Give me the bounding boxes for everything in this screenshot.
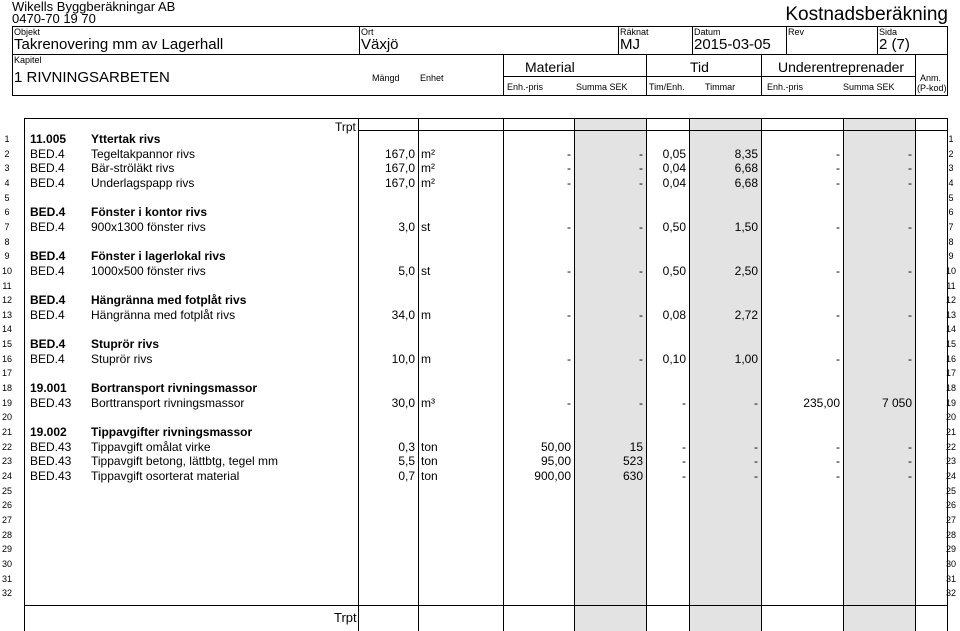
material-sum: 523 (622, 454, 643, 469)
col-mangd: Mängd (372, 73, 400, 83)
material-unit-price: 50,00 (540, 439, 571, 454)
row-number-left: 24 (1, 470, 12, 481)
material-sum: - (639, 395, 643, 410)
hours-total: 8,35 (734, 146, 758, 161)
item-description: Bortransport rivningsmassor (91, 381, 258, 396)
subcontract-sum: - (908, 307, 912, 322)
item-quantity: 0,7 (398, 468, 415, 483)
item-code: BED.4 (30, 205, 66, 220)
subcontract-sum: - (908, 161, 912, 176)
item-code: BED.4 (30, 161, 65, 176)
item-unit: m² (421, 175, 435, 190)
row-number-left: 5 (4, 192, 10, 203)
hours-per-unit: - (682, 395, 686, 410)
material-sum: - (639, 307, 643, 322)
item-code: BED.43 (30, 468, 72, 483)
item-code: BED.4 (30, 146, 65, 161)
row-number-left: 12 (1, 295, 12, 306)
col-mat-enhpris: Enh.-pris (507, 82, 544, 92)
item-code: 11.005 (30, 132, 67, 146)
hours-per-unit: 0,50 (662, 263, 686, 278)
value-kapitel: 1 RIVNINGSARBETEN (14, 69, 170, 86)
value-raknat: MJ (620, 36, 640, 53)
row-number-right: 1 (948, 134, 954, 144)
row-number-right: 2 (948, 148, 954, 159)
document-title: Kostnadsberäkning (785, 4, 948, 25)
row-number-right: 24 (945, 470, 956, 481)
material-unit-price: - (567, 351, 571, 366)
row-number-right: 30 (945, 558, 956, 569)
subcontract-unit-price: - (836, 468, 840, 483)
hours-total: - (754, 454, 758, 469)
value-objekt: Takrenovering mm av Lagerhall (14, 36, 224, 53)
column-line (503, 118, 504, 631)
row-number-left: 7 (4, 221, 10, 232)
row-number-right: 20 (945, 412, 956, 423)
row-number-right: 17 (945, 368, 956, 379)
hours-per-unit: 0,05 (662, 146, 686, 161)
subcontract-unit-price: - (836, 219, 840, 234)
column-line (915, 118, 916, 631)
subcontract-unit-price: - (836, 307, 840, 322)
row-number-left: 10 (1, 265, 12, 276)
row-number-right: 15 (945, 339, 956, 350)
column-line (574, 118, 575, 631)
material-sum: - (639, 219, 643, 234)
item-description: Bär-ströläkt rivs (91, 161, 175, 176)
col-pkod: (P-kod) (917, 83, 947, 93)
material-unit-price: - (567, 395, 571, 410)
row-number-right: 10 (945, 265, 956, 276)
item-description: Tippavgift osorterat material (91, 468, 240, 483)
col-underentreprenader: Underentreprenader (778, 59, 905, 75)
subcontract-unit-price: - (836, 351, 840, 366)
row-number-right: 5 (948, 192, 954, 203)
item-quantity: 5,0 (398, 263, 415, 278)
row-number-right: 7 (948, 221, 954, 232)
item-quantity: 0,3 (398, 439, 415, 454)
grey-band-timmar (689, 118, 761, 631)
row-number-left: 32 (1, 588, 12, 599)
item-description: Tippavgift betong, lättbtg, tegel mm (91, 454, 278, 469)
material-sum: 630 (622, 468, 643, 483)
hours-total: 6,68 (734, 175, 758, 190)
row-number-right: 12 (945, 295, 956, 306)
material-unit-price: - (567, 263, 571, 278)
subcontract-sum: - (908, 175, 912, 190)
item-description: 900x1300 fönster rivs (91, 219, 206, 234)
item-unit: m (421, 351, 431, 366)
hours-per-unit: - (682, 439, 686, 454)
value-datum: 2015-03-05 (694, 36, 771, 53)
row-number-left: 18 (1, 383, 12, 394)
item-quantity: 10,0 (391, 351, 415, 366)
row-number-right: 19 (945, 397, 956, 408)
column-line (761, 118, 762, 631)
subcontract-unit-price: - (836, 146, 840, 161)
item-description: Fönster i lagerlokal rivs (91, 249, 226, 264)
item-description: Tippavgifter rivningsmassor (91, 425, 253, 439)
item-description: Tippavgift omålat virke (91, 439, 211, 454)
row-number-left: 23 (1, 456, 12, 467)
row-number-right: 29 (945, 544, 956, 555)
item-code: BED.4 (30, 219, 65, 234)
item-description: Fönster i kontor rivs (91, 205, 208, 220)
item-code: BED.4 (30, 351, 65, 366)
item-code: BED.4 (30, 263, 65, 278)
row-number-left: 27 (1, 514, 12, 525)
row-number-right: 28 (945, 529, 956, 540)
row-number-right: 4 (948, 177, 954, 188)
grey-band-material-sum (574, 118, 646, 631)
label-rev: Rev (788, 27, 805, 37)
item-code: BED.4 (30, 337, 66, 352)
col-tid-timmar: Timmar (705, 82, 736, 92)
row-number-left: 14 (1, 324, 12, 335)
subcontract-sum: - (908, 219, 912, 234)
item-description: Hängränna med fotplåt rivs (91, 293, 247, 308)
row-number-left: 21 (1, 427, 12, 437)
row-number-left: 11 (2, 280, 12, 291)
item-unit: ton (421, 468, 438, 483)
company-phone: 0470-70 19 70 (12, 11, 96, 26)
subcontract-sum: - (908, 468, 912, 483)
trpt-row-line (358, 130, 947, 131)
material-sum: 15 (629, 439, 643, 454)
hours-per-unit: 0,04 (662, 175, 686, 190)
table-top-line (24, 118, 947, 119)
row-number-left: 28 (1, 529, 12, 540)
row-number-left: 9 (4, 251, 10, 262)
label-ort: Ort (361, 27, 374, 37)
row-number-left: 30 (1, 558, 12, 569)
item-code: BED.4 (30, 249, 66, 264)
column-line (689, 118, 690, 631)
item-description: Underlagspapp rivs (91, 175, 195, 190)
material-unit-price: - (567, 146, 571, 161)
hours-total: 2,72 (734, 307, 758, 322)
item-quantity: 3,0 (398, 219, 415, 234)
col-material: Material (525, 59, 575, 75)
item-description: Borttransport rivningsmassor (91, 395, 245, 410)
row-number-left: 20 (1, 412, 12, 423)
row-number-left: 13 (1, 309, 12, 320)
item-quantity: 5,5 (398, 454, 415, 469)
row-number-right: 22 (945, 441, 956, 452)
material-sum: - (639, 161, 643, 176)
grey-band-ue-sum (843, 118, 915, 631)
row-number-left: 2 (4, 148, 10, 159)
footer-trpt-label: Trpt (334, 610, 357, 625)
hours-total: 2,50 (734, 263, 758, 278)
col-ue-summa: Summa SEK (843, 82, 895, 92)
item-description: Stuprör rivs (91, 351, 153, 366)
row-number-left: 25 (1, 485, 12, 496)
item-unit: st (421, 219, 431, 234)
row-number-left: 3 (4, 163, 10, 174)
material-sum: - (639, 351, 643, 366)
material-unit-price: 95,00 (540, 454, 571, 469)
hours-total: 1,50 (734, 219, 758, 234)
subcontract-sum: - (908, 454, 912, 469)
material-unit-price: - (567, 175, 571, 190)
row-number-left: 31 (1, 573, 12, 584)
hours-total: 1,00 (734, 351, 758, 366)
item-code: BED.4 (30, 175, 65, 190)
subcontract-unit-price: - (836, 454, 840, 469)
row-number-left: 19 (1, 397, 12, 408)
item-code: BED.43 (30, 454, 72, 469)
item-unit: st (421, 263, 431, 278)
subcontract-unit-price: - (836, 263, 840, 278)
label-sida: Sida (879, 27, 898, 37)
column-line (24, 118, 25, 631)
item-quantity: 34,0 (391, 307, 415, 322)
item-unit: m² (421, 161, 435, 176)
material-sum: - (639, 146, 643, 161)
row-number-left: 22 (1, 441, 12, 452)
item-code: BED.4 (30, 307, 65, 322)
row-number-right: 21 (945, 427, 956, 437)
column-line (843, 118, 844, 631)
label-datum: Datum (694, 27, 721, 37)
row-number-left: 4 (4, 177, 10, 188)
item-unit: ton (421, 454, 438, 469)
material-unit-price: - (567, 161, 571, 176)
item-quantity: 167,0 (384, 146, 415, 161)
item-description: Stuprör rivs (91, 337, 160, 352)
row-number-right: 8 (948, 236, 954, 247)
item-code: 19.001 (30, 381, 67, 396)
row-number-left: 1 (4, 134, 10, 144)
item-description: Tegeltakpannor rivs (91, 146, 196, 161)
subcontract-unit-price: 235,00 (803, 395, 840, 410)
row-number-right: 18 (945, 383, 956, 394)
row-number-left: 6 (4, 207, 10, 218)
row-number-right: 3 (948, 163, 954, 174)
label-objekt: Objekt (14, 27, 41, 37)
material-unit-price: - (567, 219, 571, 234)
column-line (646, 118, 647, 631)
hours-per-unit: - (682, 468, 686, 483)
label-kapitel: Kapitel (14, 55, 42, 65)
row-number-right: 31 (945, 573, 956, 584)
item-code: BED.43 (30, 395, 72, 410)
row-number-right: 16 (945, 353, 956, 364)
item-unit: m² (421, 146, 435, 161)
col-anm: Anm. (920, 73, 942, 83)
row-number-right: 14 (945, 324, 956, 335)
item-quantity: 30,0 (391, 395, 415, 410)
row-number-left: 16 (1, 353, 12, 364)
row-number-right: 32 (945, 588, 956, 599)
row-number-right: 27 (945, 514, 956, 525)
row-number-right: 9 (948, 251, 954, 262)
value-ort: Växjö (361, 36, 399, 53)
hours-per-unit: - (682, 454, 686, 469)
subcontract-sum: - (908, 351, 912, 366)
row-number-right: 25 (945, 485, 956, 496)
material-unit-price: 900,00 (534, 468, 571, 483)
subcontract-sum: - (908, 263, 912, 278)
trpt-top-label: Trpt (335, 120, 356, 134)
row-number-right: 26 (945, 500, 956, 511)
item-code: 19.002 (30, 425, 67, 439)
material-sum: - (639, 175, 643, 190)
hours-total: - (754, 468, 758, 483)
column-line (358, 118, 359, 631)
subcontract-unit-price: - (836, 175, 840, 190)
row-number-left: 26 (1, 500, 12, 511)
col-ue-enhpris: Enh.-pris (767, 82, 804, 92)
material-sum: - (639, 263, 643, 278)
column-line (418, 118, 419, 631)
item-unit: m (421, 307, 431, 322)
row-number-right: 23 (945, 456, 956, 467)
col-enhet: Enhet (420, 73, 444, 83)
item-quantity: 167,0 (384, 161, 415, 176)
hours-per-unit: 0,08 (662, 307, 686, 322)
label-raknat: Räknat (620, 27, 649, 37)
item-description: Hängränna med fotplåt rivs (91, 307, 236, 322)
hours-per-unit: 0,10 (662, 351, 686, 366)
item-code: BED.4 (30, 293, 66, 308)
col-tid: Tid (690, 59, 709, 75)
item-description: 1000x500 fönster rivs (91, 263, 206, 278)
row-number-right: 13 (945, 309, 956, 320)
hours-per-unit: 0,04 (662, 161, 686, 176)
row-number-left: 8 (4, 236, 10, 247)
item-description: Yttertak rivs (91, 132, 161, 146)
footer-top-line (358, 605, 947, 606)
subcontract-unit-price: - (836, 439, 840, 454)
item-quantity: 167,0 (384, 175, 415, 190)
company-name: Wikells Byggberäkningar AB (12, 0, 176, 14)
hours-total: - (754, 395, 758, 410)
item-unit: ton (421, 439, 438, 454)
row-number-left: 17 (1, 368, 12, 379)
item-code: BED.43 (30, 439, 72, 454)
item-unit: m³ (421, 395, 435, 410)
col-mat-summa: Summa SEK (576, 82, 628, 92)
hours-per-unit: 0,50 (662, 219, 686, 234)
row-number-right: 6 (948, 207, 954, 218)
subcontract-sum: - (908, 439, 912, 454)
subcontract-sum: - (908, 146, 912, 161)
row-number-left: 29 (1, 544, 12, 555)
subcontract-unit-price: - (836, 161, 840, 176)
col-tid-timenh: Tim/Enh. (649, 82, 685, 92)
row-number-right: 11 (946, 280, 956, 291)
row-number-left: 15 (1, 339, 12, 350)
hours-total: 6,68 (734, 161, 758, 176)
subcontract-sum: 7 050 (881, 395, 912, 410)
hours-total: - (754, 439, 758, 454)
value-sida: 2 (7) (879, 36, 910, 53)
material-unit-price: - (567, 307, 571, 322)
